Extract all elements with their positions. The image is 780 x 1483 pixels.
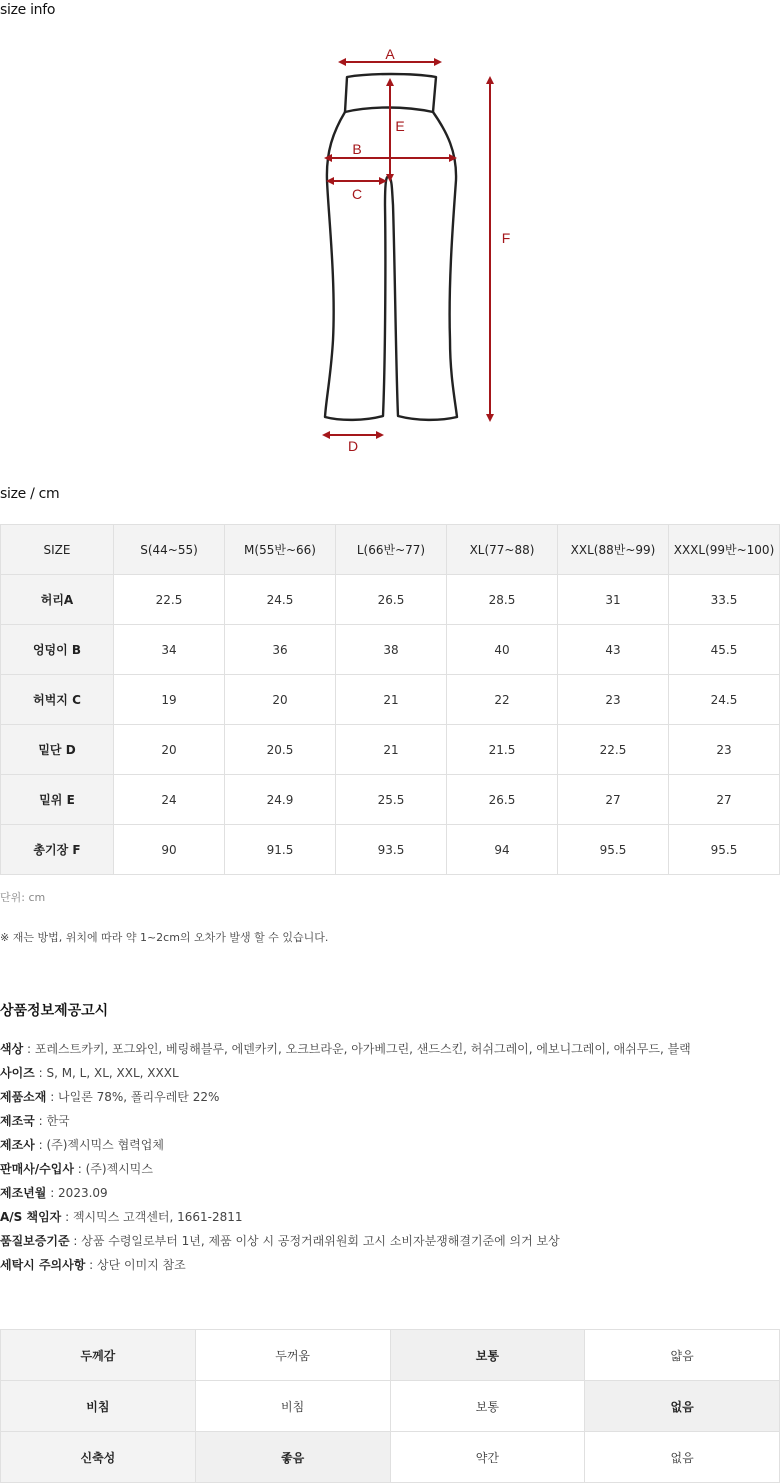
size-value-cell: 24.5 [669,675,780,725]
size-value-cell: 27 [558,775,669,825]
size-header-cell: XL(77~88) [447,525,558,575]
size-value-cell: 93.5 [336,825,447,875]
size-info-heading: size info [0,2,56,18]
notice-item-key: 제조국 [0,1114,35,1128]
feel-row-label: 비침 [1,1381,196,1432]
size-table-row [1,775,780,825]
notice-item-key: 색상 [0,1042,24,1056]
size-header-cell: XXXL(99반~100) [669,525,780,575]
notice-item-value: : S, M, L, XL, XXL, XXXL [34,1066,179,1080]
feel-table-row [1,1432,780,1483]
size-row-label: 엉덩이 B [1,625,114,675]
size-value-cell: 21 [336,725,447,775]
notice-item [0,1232,780,1256]
feel-row-label: 신축성 [1,1432,196,1483]
size-table-row [1,825,780,875]
size-value-cell: 19 [114,675,225,725]
size-table-row [1,625,780,675]
product-notice-title: 상품정보제공고시 [0,1003,109,1019]
notice-item [0,1088,780,1112]
label-a: A [385,46,395,62]
notice-item-value: : (주)젝시믹스 협력업체 [34,1138,164,1152]
size-value-cell: 24 [114,775,225,825]
size-value-cell: 33.5 [669,575,780,625]
size-value-cell: 23 [558,675,669,725]
size-value-cell: 20.5 [225,725,336,775]
size-table-row [1,575,780,625]
notice-item-key: 제조년월 [0,1186,47,1200]
notice-item [0,1208,780,1232]
size-cm-heading: size / cm [0,486,60,502]
feel-table-row [1,1381,780,1432]
size-header-cell: XXL(88반~99) [558,525,669,575]
feel-option: 약간 [390,1432,585,1483]
notice-item [0,1160,780,1184]
notice-item [0,1040,780,1064]
size-value-cell: 43 [558,625,669,675]
size-value-cell: 38 [336,625,447,675]
notice-item [0,1112,780,1136]
notice-item [0,1064,780,1088]
size-value-cell: 40 [447,625,558,675]
unit-note: 단위: cm [0,891,46,904]
notice-item-value: : 나일론 78%, 폴리우레탄 22% [46,1090,220,1104]
notice-item-key: 판매사/수입사 [0,1162,74,1176]
size-header-cell: L(66반~77) [336,525,447,575]
notice-item-key: 제품소재 [0,1090,47,1104]
size-value-cell: 25.5 [336,775,447,825]
notice-item-key: 세탁시 주의사항 [0,1258,86,1272]
size-value-cell: 23 [669,725,780,775]
feel-row-label: 두께감 [1,1330,196,1381]
size-row-label: 밑위 E [1,775,114,825]
size-row-label: 허리A [1,575,114,625]
size-value-cell: 34 [114,625,225,675]
size-value-cell: 22 [447,675,558,725]
size-value-cell: 45.5 [669,625,780,675]
size-row-label: 허벅지 C [1,675,114,725]
size-table-header-row [1,525,780,575]
feel-option-selected: 좋음 [195,1432,390,1483]
notice-item [0,1256,780,1280]
size-value-cell: 20 [225,675,336,725]
fabric-feel-table [0,1329,780,1483]
feel-option: 얇음 [585,1330,780,1381]
notice-item [0,1184,780,1208]
notice-item-value: : 상단 이미지 참조 [85,1258,186,1272]
label-b: B [352,141,362,157]
size-header-cell: S(44~55) [114,525,225,575]
label-c: C [351,186,363,202]
size-value-cell: 22.5 [558,725,669,775]
size-value-cell: 21.5 [447,725,558,775]
notice-item-value: : 2023.09 [46,1186,108,1200]
feel-table-row [1,1330,780,1381]
size-header-cell: M(55반~66) [225,525,336,575]
feel-option: 없음 [585,1432,780,1483]
size-value-cell: 27 [669,775,780,825]
notice-item-key: 사이즈 [0,1066,35,1080]
size-row-label: 밑단 D [1,725,114,775]
size-value-cell: 90 [114,825,225,875]
size-value-cell: 20 [114,725,225,775]
label-e: E [395,118,405,134]
label-f: F [501,230,511,246]
notice-item-key: 품질보증기준 [0,1234,70,1248]
size-value-cell: 36 [225,625,336,675]
notice-item-value: : 한국 [34,1114,70,1128]
notice-item-value: : 젝시믹스 고객센터, 1661-2811 [61,1210,243,1224]
measurement-note: ※ 재는 방법, 위치에 따라 약 1~2cm의 오차가 발생 할 수 있습니다. [0,931,329,944]
notice-item-value: : (주)젝시믹스 [73,1162,153,1176]
notice-item-key: 제조사 [0,1138,35,1152]
size-value-cell: 28.5 [447,575,558,625]
size-table-row [1,675,780,725]
feel-option: 비침 [195,1381,390,1432]
feel-option-selected: 보통 [390,1330,585,1381]
size-value-cell: 24.5 [225,575,336,625]
notice-item-key: A/S 책임자 [0,1210,62,1224]
size-value-cell: 22.5 [114,575,225,625]
notice-item [0,1136,780,1160]
notice-item-value: : 상품 수령일로부터 1년, 제품 이상 시 공정거래위원회 고시 소비자분쟁해결기준에 의거 보상 [69,1234,560,1248]
size-value-cell: 31 [558,575,669,625]
size-row-label: 총기장 F [1,825,114,875]
size-value-cell: 26.5 [447,775,558,825]
size-value-cell: 24.9 [225,775,336,825]
size-header-cell: SIZE [1,525,114,575]
size-value-cell: 91.5 [225,825,336,875]
feel-option: 두꺼움 [195,1330,390,1381]
product-notice-list [0,1040,780,1280]
pants-size-diagram [300,40,540,460]
label-d: D [347,438,359,454]
size-value-cell: 21 [336,675,447,725]
size-value-cell: 95.5 [669,825,780,875]
feel-option: 보통 [390,1381,585,1432]
size-table-row [1,725,780,775]
notice-item-value: : 포레스트카키, 포그와인, 베링해블루, 에덴카키, 오크브라운, 아가베그린, 샌드스킨, 허쉬그레이, 에보니그레이, 애쉬무드, 블랙 [23,1042,691,1056]
size-table [0,524,780,875]
feel-option-selected: 없음 [585,1381,780,1432]
size-value-cell: 26.5 [336,575,447,625]
size-value-cell: 95.5 [558,825,669,875]
size-value-cell: 94 [447,825,558,875]
